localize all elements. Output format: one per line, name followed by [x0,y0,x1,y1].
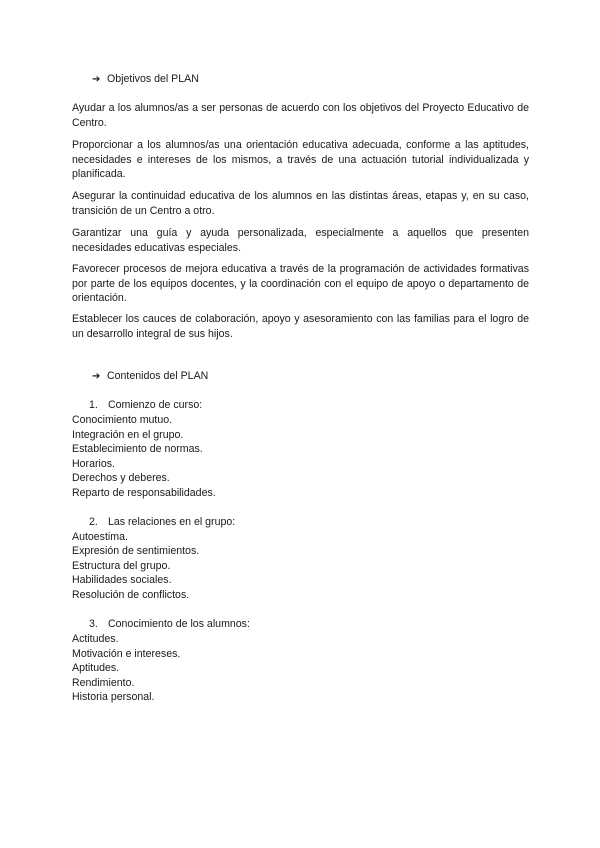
objective-paragraph: Asegurar la continuidad educativa de los alumnos en las distintas áreas, etapas y, en su caso, transición de un Centro a otro. [72,190,529,217]
list-item: Reparto de responsabilidades. [72,487,216,499]
list-item: Conocimiento mutuo. [72,414,173,426]
list-item: Habilidades sociales. [72,574,172,586]
section-title-text: Conocimiento de los alumnos: [108,618,250,630]
list-item: Horarios. [72,458,115,470]
objective-paragraph: Garantizar una guía y ayuda personalizada, especialmente a aquellos que presenten necesidades educativas especiales. [72,227,529,254]
arrow-right-icon: ➔ [92,74,101,85]
section-number: 3. [89,618,98,630]
objectives-heading [92,72,199,86]
section-title-text: Las relaciones en el grupo: [108,516,236,528]
list-item: Establecimiento de normas. [72,443,203,455]
list-item: Motivación e intereses. [72,648,181,660]
list-item: Integración en el grupo. [72,429,184,441]
contents-heading [92,369,208,383]
list-item: Expresión de sentimientos. [72,545,200,557]
objective-paragraph: Proporcionar a los alumnos/as una orientación educativa adecuada, conforme a las aptitudes, necesidades e intereses de los mismos, a través de una actuación tutorial individualizada y planificada. [72,139,529,181]
objective-paragraph: Establecer los cauces de colaboración, apoyo y asesoramiento con las familias para el logro de un desarrollo integral de sus hijos. [72,313,529,340]
list-item: Historia personal. [72,691,155,703]
list-item: Estructura del grupo. [72,560,171,572]
objectives-heading-text: Objetivos del PLAN [107,73,199,85]
list-item: Actitudes. [72,633,119,645]
list-item: Autoestima. [72,531,128,543]
section-title-text: Comienzo de curso: [108,399,203,411]
objective-paragraph: Ayudar a los alumnos/as a ser personas de acuerdo con los objetivos del Proyecto Educativo de Centro. [72,102,529,129]
contents-heading-text: Contenidos del PLAN [107,370,209,382]
list-item: Derechos y deberes. [72,472,170,484]
section-title [89,515,235,529]
section-number: 2. [89,516,98,528]
objective-paragraph: Favorecer procesos de mejora educativa a través de la programación de actividades formativas por parte de los equipos docentes, y la coordinación con el equipo de apoyo o departamento de orientación. [72,263,529,305]
section-number: 1. [89,399,98,411]
list-item: Rendimiento. [72,677,135,689]
list-item: Resolución de conflictos. [72,589,190,601]
section-title [89,398,202,412]
section-title [89,617,250,631]
list-item: Aptitudes. [72,662,120,674]
arrow-right-icon: ➔ [92,371,101,382]
